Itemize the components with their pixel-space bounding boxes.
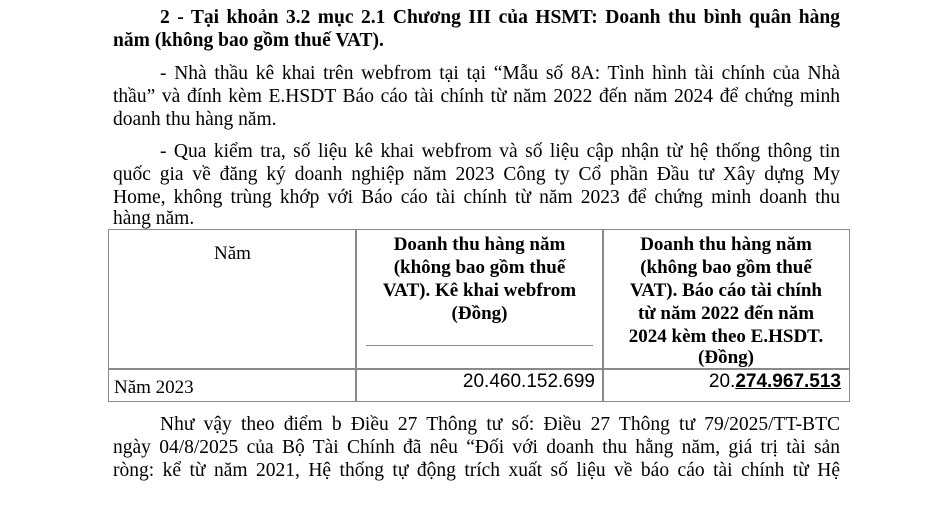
header-webfrom-line-3: VAT). Kê khai webfrom <box>382 280 577 301</box>
header-report-line-2: (không bao gồm thuế <box>640 257 812 278</box>
paragraph-1-line-3: doanh thu hàng năm. <box>113 109 277 130</box>
header-report-line-4: từ năm 2022 đến năm <box>637 303 815 324</box>
header-webfrom-line-1: Doanh thu hàng năm <box>393 234 566 255</box>
header-report-line-1: Doanh thu hàng năm <box>640 234 812 255</box>
report-value-highlight: 274.967.513 <box>735 371 841 392</box>
row-year-label: Năm 2023 <box>114 377 194 398</box>
paragraph-1-line-2: thầu” và đính kèm E.HSDT Báo cáo tài chính từ năm 2022 đến năm 2024 để chứng minh <box>113 86 840 107</box>
paragraph-2-line-4: hàng năm. <box>113 208 195 229</box>
webfrom-value: 20.460.152.699 <box>462 371 595 392</box>
paragraph-3-line-2: ngày 04/8/2025 của Bộ Tài Chính đã nêu “Đối với doanh thu hằng năm, giá trị tài sản <box>113 437 840 458</box>
row-report-cell <box>602 368 850 402</box>
header-webfrom-cell <box>355 229 604 370</box>
paragraph-2-line-1: - Qua kiểm tra, số liệu kê khai webfrom và số liệu cập nhận từ hệ thống thông tin <box>160 141 840 162</box>
row-year-cell <box>108 368 357 402</box>
report-value-prefix: 20. <box>708 371 736 392</box>
header-year-cell <box>108 229 357 370</box>
section-heading-line-2: năm (không bao gồm thuế VAT). <box>113 30 384 51</box>
header-report-cell <box>602 229 850 370</box>
paragraph-2-line-3: Home, không trùng khớp với Báo cáo tài chính từ năm 2023 để chứng minh doanh thu <box>113 187 840 208</box>
header-report-line-6: (Đồng) <box>698 347 754 368</box>
paragraph-2-line-2: quốc gia về đăng ký doanh nghiệp năm 2023 Công ty Cổ phần Đầu tư Xây dựng My <box>113 164 840 185</box>
paragraph-1-line-1: - Nhà thầu kê khai trên webfrom tại tại “Mẫu số 8A: Tình hình tài chính của Nhà <box>160 63 840 84</box>
section-heading-line-1: 2 - Tại khoản 3.2 mục 2.1 Chương III của HSMT: Doanh thu bình quân hàng <box>160 7 840 28</box>
revenue-table <box>108 229 850 402</box>
header-year-label: Năm <box>214 243 251 264</box>
report-value <box>709 371 841 393</box>
header-webfrom-line-2: (không bao gồm thuế <box>393 257 566 278</box>
row-webfrom-cell <box>355 368 604 402</box>
header-webfrom-line-4: (Đồng) <box>451 303 508 324</box>
inner-divider <box>366 345 593 346</box>
paragraph-3-line-3: ròng: kể từ năm 2021, Hệ thống tự động trích xuất số liệu về báo cáo tài chính từ Hệ <box>113 460 840 481</box>
paragraph-3-line-1: Như vậy theo điểm b Điều 27 Thông tư số: Điều 27 Thông tư 79/2025/TT-BTC <box>160 414 840 435</box>
header-report-line-5: 2024 kèm theo E.HSDT. <box>628 326 824 347</box>
header-report-line-3: VAT). Báo cáo tài chính <box>630 280 822 301</box>
